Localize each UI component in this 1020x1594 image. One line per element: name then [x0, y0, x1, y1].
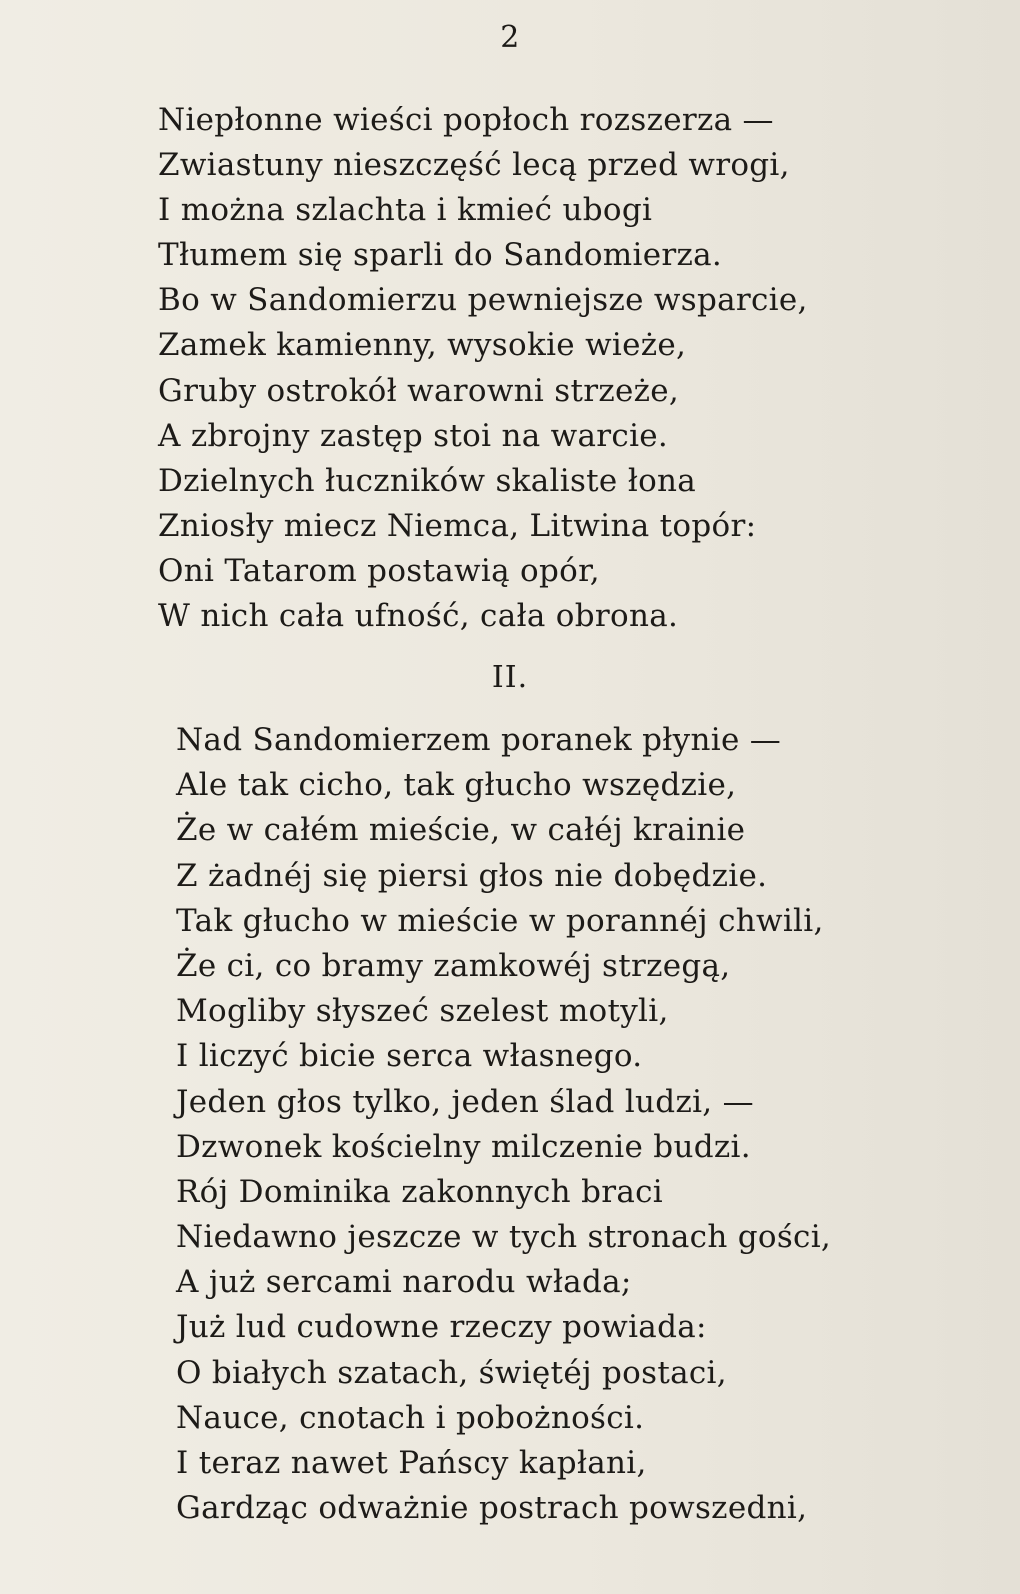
verse-line: Zwiastuny nieszczęść lecą przed wrogi,	[158, 147, 790, 184]
verse-line: W nich cała ufność, cała obrona.	[158, 598, 679, 635]
verse-line: Niedawno jeszcze w tych stronach gości,	[176, 1219, 832, 1256]
verse-line: Gardząc odważnie postrach powszedni,	[176, 1490, 808, 1527]
verse-line: Zamek kamienny, wysokie wieże,	[158, 327, 687, 364]
verse-line: Już lud cudowne rzeczy powiada:	[176, 1309, 707, 1346]
verse-line: I teraz nawet Pańscy kapłani,	[176, 1445, 647, 1481]
stanza-1	[158, 98, 808, 639]
verse-line: Tak głucho w mieście w porannéj chwili,	[176, 902, 824, 939]
verse-line: Że w całém mieście, w całéj krainie	[176, 812, 746, 849]
verse-line: Jeden głos tylko, jeden ślad ludzi, —	[176, 1083, 754, 1120]
verse-line: Z żadnéj się piersi głos nie dobędzie.	[176, 857, 768, 894]
verse-line: Zniosły miecz Niemca, Litwina topór:	[158, 507, 757, 544]
verse-line: Oni Tatarom postawią opór,	[158, 552, 600, 589]
verse-line: Gruby ostrokół warowni strzeże,	[158, 372, 680, 409]
verse-line: Nad Sandomierzem poranek płynie —	[176, 722, 782, 758]
section-heading: II.	[491, 660, 529, 695]
verse-line: Dzwonek kościelny milczenie budzi.	[176, 1128, 751, 1165]
stanza-2	[176, 718, 831, 1531]
verse-line: A już sercami narodu włada;	[176, 1264, 632, 1301]
verse-line: A zbrojny zastęp stoi na warcie.	[158, 417, 669, 454]
verse-line: Nauce, cnotach i pobożności.	[176, 1399, 645, 1436]
verse-line: Mogliby słyszeć szelest motyli,	[176, 993, 669, 1030]
verse-line: Ale tak cicho, tak głucho wszędzie,	[176, 767, 737, 804]
verse-line: Rój Dominika zakonnych braci	[176, 1173, 664, 1210]
page-number: 2	[500, 20, 520, 55]
verse-line: Tłumem się sparli do Sandomierza.	[158, 237, 723, 274]
verse-line: O białych szatach, świętéj postaci,	[176, 1354, 727, 1391]
verse-line: Bo w Sandomierzu pewniejsze wsparcie,	[158, 282, 808, 319]
verse-line: I liczyć bicie serca własnego.	[176, 1038, 643, 1075]
verse-line: Że ci, co bramy zamkowéj strzegą,	[176, 947, 731, 984]
verse-line: I można szlachta i kmieć ubogi	[158, 192, 653, 229]
verse-line: Niepłonne wieści popłoch rozszerza —	[158, 102, 774, 138]
verse-line: Dzielnych łuczników skaliste łona	[158, 462, 697, 499]
